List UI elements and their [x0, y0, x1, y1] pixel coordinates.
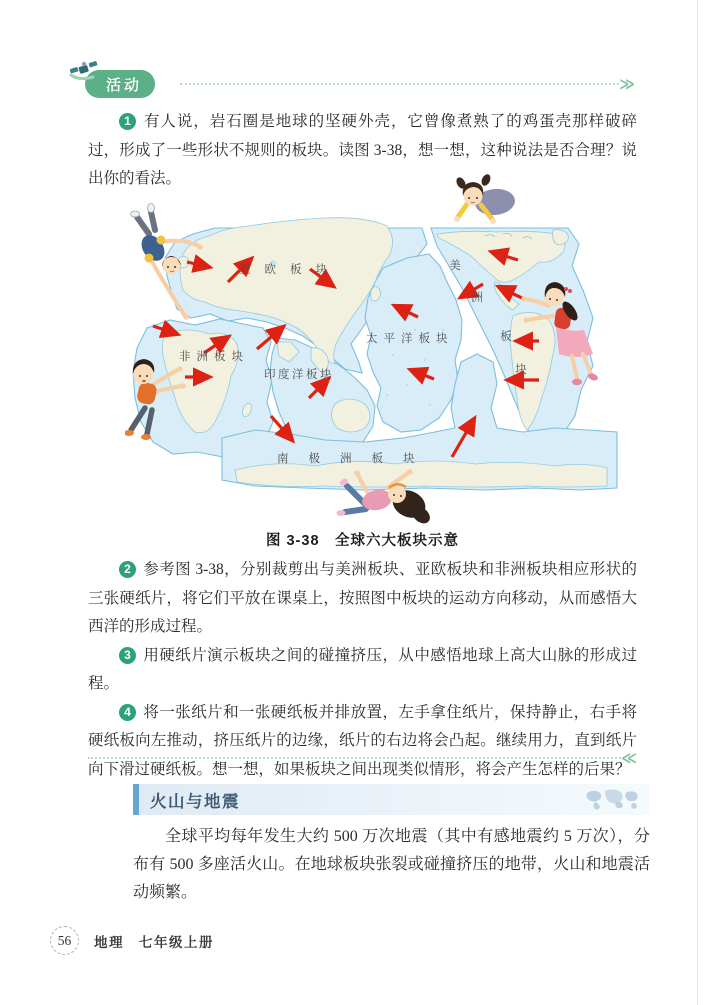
svg-text:洲: 洲	[471, 292, 483, 304]
activity-item-text: 将一张纸片和一张硬纸板并排放置，左手拿住纸片，保持静止，右手将硬纸板向左推动，挤压纸片的边缘，纸片的右边将会凸起。继续用力，直到纸片向下滑过硬纸板。想一想，如果板块之间出现类似情形，将会产生怎样的后果？	[88, 703, 637, 778]
activity-items-2-4	[88, 556, 637, 784]
chevron-left-icon: ≪	[621, 749, 637, 767]
dotted-leader-bottom	[88, 749, 637, 767]
item-number-badge: 4	[119, 704, 136, 721]
section-paragraph: 全球平均每年发生大约 500 万次地震（其中有感地震约 5 万次），分布有 500 多座活火山。在地球板块张裂或碰撞挤压的地带，火山和地震活动频繁。	[133, 828, 650, 901]
label-antarctic-plate: 南极洲板块	[277, 453, 435, 465]
svg-text:美: 美	[449, 260, 461, 272]
child-girl-top	[454, 173, 516, 224]
section-title: 火山与地震	[150, 792, 240, 811]
greenland-land	[553, 230, 569, 245]
page-footer	[50, 926, 214, 955]
activity-item-text: 用硬纸片演示板块之间的碰撞挤压，从中感悟地球上高大山脉的形成过程。	[88, 646, 637, 692]
label-eurasian-plate: 亚欧板块	[239, 264, 341, 276]
activity-badge	[85, 70, 155, 98]
item-number-badge: 3	[119, 647, 136, 664]
plate-map-figure	[125, 170, 625, 525]
activity-badge-label: 活动	[106, 77, 143, 94]
chevron-right-icon: ≫	[619, 75, 635, 93]
label-african-plate: 非洲板块	[179, 351, 249, 363]
item-number-badge: 2	[119, 561, 136, 578]
item-number-badge: 1	[119, 113, 136, 130]
satellite-icon	[69, 59, 99, 85]
activity-item-text: 参考图 3-38，分别裁剪出与美洲板块、亚欧板块和非洲板块相应形状的三张硬纸片，将它们平放在课桌上，按照图中板块的运动方向移动，从而感悟大西洋的形成过程。	[88, 561, 637, 635]
label-pacific-plate: 太平洋板块	[366, 333, 454, 345]
svg-text:板: 板	[500, 331, 512, 343]
page-number: 56	[50, 926, 79, 955]
book-title: 地理 七年级上册	[94, 934, 214, 950]
section-body	[133, 823, 650, 907]
figure-caption: 图 3-38 全球六大板块示意	[265, 533, 460, 549]
activity-header	[85, 70, 637, 98]
activity-item-text: 有人说，岩石圈是地球的坚硬外壳，它曾像煮熟了的鸡蛋壳那样破碎过，形成了一些形状不规则的板块。读图 3-38，想一想，这种说法是否合理？说出你的看法。	[88, 113, 637, 187]
world-map-icon	[583, 787, 641, 812]
dotted-leader-top	[180, 75, 635, 93]
australia-land	[331, 399, 370, 432]
svg-text:块: 块	[515, 364, 527, 376]
page-edge-line	[697, 0, 698, 1005]
section-header	[133, 784, 649, 815]
label-indian-plate: 印度洋板块	[264, 369, 334, 381]
